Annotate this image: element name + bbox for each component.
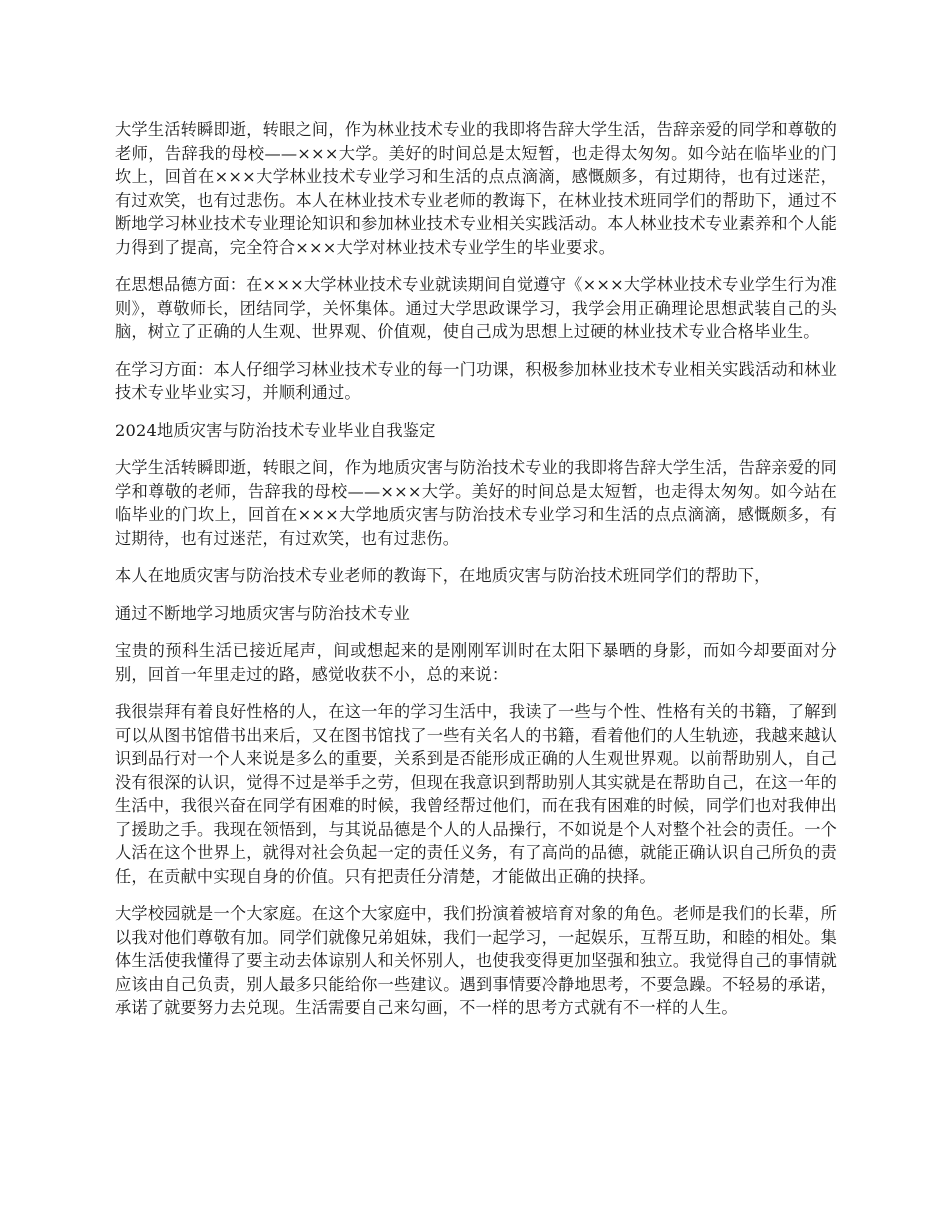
paragraph-moral-conduct: 在思想品德方面：在×××大学林业技术专业就读期间自觉遵守《×××大学林业技术专业学生行为准则》，尊敬师长，团结同学，关怀集体。通过大学思政课学习，我学会用正确理论思想武装自己的头脑，树立了正确的人生观、世界观、价值观，使自己成为思想上过硬的林业技术专业合格毕业生。 [115,275,837,341]
paragraph-study: 在学习方面：本人仔细学习林业技术专业的每一门功课，积极参加林业技术专业相关实践活动和林业技术专业毕业实习，并顺利通过。 [115,359,837,402]
section-heading: 2024地质灾害与防治技术专业毕业自我鉴定 [115,420,436,440]
paragraph-preparatory-life: 宝贵的预科生活已接近尾声，间或想起来的是刚刚军训时在太阳下暴晒的身影，而如今却要面对分别，回首一年里走过的路，感觉收获不小，总的来说： [115,641,837,684]
paragraph-intro-geology: 大学生活转瞬即逝，转眼之间，作为地质灾害与防治技术专业的我即将告辞大学生活，告辞亲爱的同学和尊敬的老师，告辞我的母校——×××大学。美好的时间总是太短暂，也走得太匆匆。如今站在临毕业的门坎上，回首在×××大学地质灾害与防治技术专业学习和生活的点点滴滴，感慨颇多，有过期待，也有过迷茫，有过欢笑，也有过悲伤。 [115,458,837,548]
paragraph-campus-family: 大学校园就是一个大家庭。在这个大家庭中，我们扮演着被培育对象的角色。老师是我们的长辈，所以我对他们尊敬有加。同学们就像兄弟姐妹，我们一起学习，一起娱乐，互帮互助，和睦的相处。集体生活使我懂得了要主动去体谅别人和关怀别人，也使我变得更加坚强和独立。我觉得自己的事情就应该由自己负责，别人最多只能给你一些建议。遇到事情要冷静地思考，不要急躁。不轻易的承诺，承诺了就要努力去兑现。生活需要自己来勾画，不一样的思考方式就有不一样的人生。 [115,904,837,1017]
paragraph-character: 我很崇拜有着良好性格的人，在这一年的学习生活中，我读了一些与个性、性格有关的书籍，了解到可以从图书馆借书出来后，又在图书馆找了一些有关名人的书籍，看着他们的人生轨迹，我越来越认识到品行对一个人来说是多么的重要，关系到是否能形成正确的人生观世界观。以前帮助别人，自己没有很深的认识，觉得不过是举手之劳，但现在我意识到帮助别人其实就是在帮助自己，在这一年的生活中，我很兴奋在同学有困难的时候，我曾经帮过他们，而在我有困难的时候，同学们也对我伸出了援助之手。我现在领悟到，与其说品德是个人的人品操行，不如说是个人对整个社会的责任。一个人活在这个世界上，就得对社会负起一定的责任义务，有了高尚的品德，就能正确认识自己所负的责任，在贡献中实现自身的价值。只有把责任分清楚，才能做出正确的抉择。 [115,702,837,886]
paragraph-continuous-study: 通过不断地学习地质灾害与防治技术专业 [115,603,410,623]
document-body [115,118,837,1034]
paragraph-teachers-help: 本人在地质灾害与防治技术专业老师的教诲下，在地质灾害与防治技术班同学们的帮助下， [115,566,771,585]
paragraph-intro-forestry: 大学生活转瞬即逝，转眼之间，作为林业技术专业的我即将告辞大学生活，告辞亲爱的同学和尊敬的老师，告辞我的母校——×××大学。美好的时间总是太短暂，也走得太匆匆。如今站在临毕业的门坎上，回首在×××大学林业技术专业学习和生活的点点滴滴，感慨颇多，有过期待，也有过迷茫，有过欢笑，也有过悲伤。本人在林业技术专业老师的教诲下，在林业技术班同学们的帮助下，通过不断地学习林业技术专业理论知识和参加林业技术专业相关实践活动。本人林业技术专业素养和个人能力得到了提高，完全符合×××大学对林业技术专业学生的毕业要求。 [115,120,837,257]
